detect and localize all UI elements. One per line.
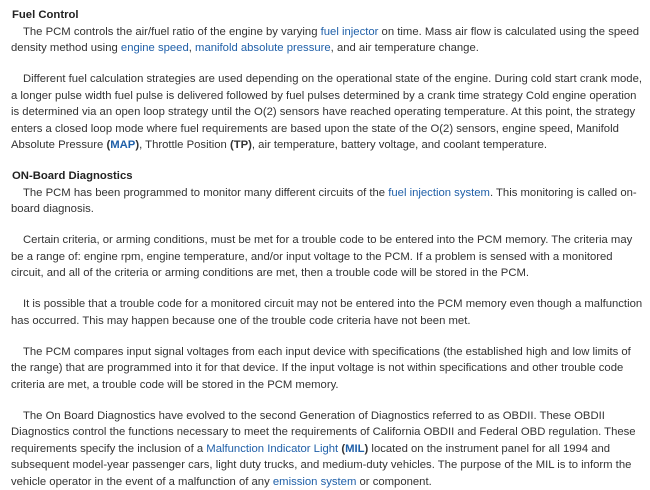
paragraph: [11, 408, 644, 490]
text-run-tp: (TP): [230, 139, 252, 151]
section-title-on-board-diagnostics: ON-Board Diagnostics: [12, 168, 644, 185]
section-title-fuel-control: Fuel Control: [12, 7, 644, 24]
link-map[interactable]: MAP: [110, 139, 135, 151]
paragraph: [11, 344, 644, 394]
text-run: The On Board Diagnostics have evolved to the second Generation of Diagnostics referred to as OBDII. These OBDII Diagnostics control the functions necessary to meet the requirements of California OBDII and Federal OBD regulation. These requirements specify the inclusion of a: [11, 410, 636, 455]
link-fuel-injection-system[interactable]: fuel injection system: [388, 187, 490, 199]
text-run: Different fuel calculation strategies are used depending on the operational state of the engine. During cold start crank mode, a longer pulse width fuel pulse is delivered followed by fuel pulses determined by a crank time strategy Cold engine operation is determined via an open loop strategy until the O(2) sensors have reached operating temperature. At this point, the strategy enters a closed loop mode where fuel requirements are based upon the state of the O(2) sensors, engine speed, Manifold Absolute Pressure: [11, 73, 642, 151]
paragraph: [11, 296, 644, 329]
text-run: , Throttle Position: [139, 139, 230, 151]
text-run: , and air temperature change.: [331, 42, 479, 54]
link-emission-system[interactable]: emission system: [273, 476, 357, 488]
link-mil[interactable]: MIL: [345, 443, 364, 455]
text-run: The PCM has been programmed to monitor many different circuits of the: [23, 187, 388, 199]
text-run: ,: [189, 42, 195, 54]
link-malfunction-indicator-light[interactable]: Malfunction Indicator Light: [206, 443, 338, 455]
text-run: . This monitoring is called on-board diagnosis.: [11, 187, 637, 216]
text-run: Certain criteria, or arming conditions, must be met for a trouble code to be entered into the PCM memory. The criteria may be a range of: engine rpm, engine temperature, and/or input voltage to the PCM. If a problem is sensed with a monitored circuit, and all of the criteria or arming conditions are met, then a trouble code will be stored in the PCM.: [11, 234, 632, 279]
text-run: ): [365, 443, 369, 455]
text-run: , air temperature, battery voltage, and coolant temperature.: [252, 139, 547, 151]
text-run: ): [135, 139, 139, 151]
paragraph: [11, 24, 644, 57]
text-run: (: [341, 443, 345, 455]
text-run: (: [106, 139, 110, 151]
link-manifold-absolute-pressure[interactable]: manifold absolute pressure: [195, 42, 331, 54]
text-run: The PCM compares input signal voltages from each input device with specifications (the established high and low limits of the range) that are programmed into it for that device. If the input voltage is not within specifications and other trouble code criteria are met, a trouble code will be stored in the PCM memory.: [11, 346, 631, 391]
text-run: on time. Mass air flow is calculated using the speed density method using: [11, 26, 639, 55]
text-run: located on the instrument panel for all 1994 and subsequent model-year passenger cars, light duty trucks, and medium-duty vehicles. The purpose of the MIL is to inform the vehicle operator in the event of a malfunction of any: [11, 443, 631, 488]
text-run: The PCM controls the air/fuel ratio of the engine by varying: [23, 26, 321, 38]
link-engine-speed[interactable]: engine speed: [121, 42, 189, 54]
text-run: It is possible that a trouble code for a monitored circuit may not be entered into the PCM memory even though a malfunction has occurred. This may happen because one of the trouble code criteria have not been met.: [11, 298, 642, 327]
text-run: or component.: [356, 476, 431, 488]
paragraph: [11, 232, 644, 282]
paragraph: [11, 71, 644, 154]
paragraph: [11, 185, 644, 218]
link-fuel-injector[interactable]: fuel injector: [321, 26, 379, 38]
